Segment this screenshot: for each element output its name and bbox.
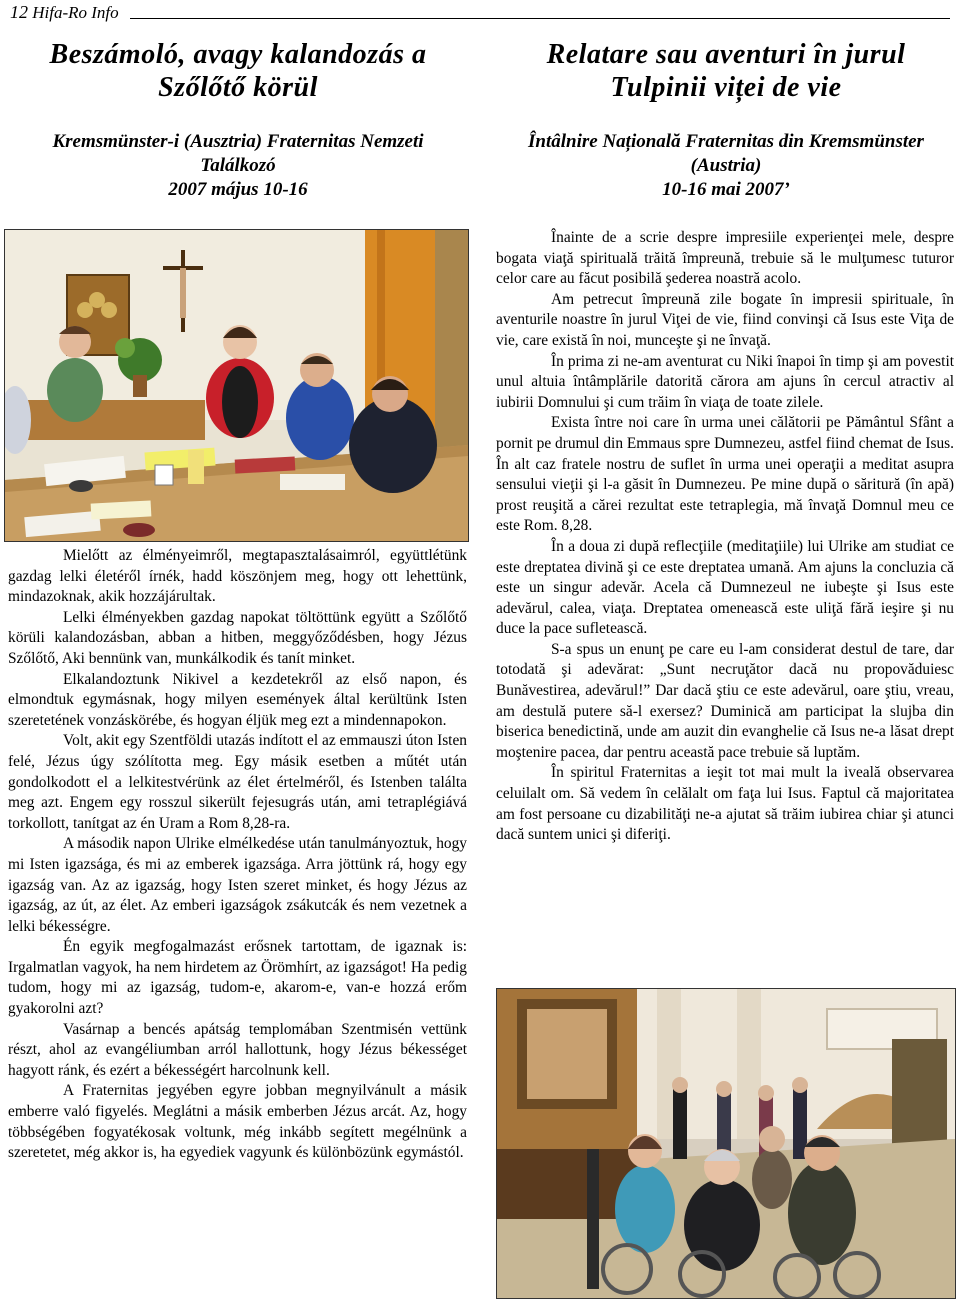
- left-date: 2007 május 10-16: [168, 179, 308, 200]
- header-rule: [130, 18, 950, 19]
- church-photo-illustration: [497, 989, 955, 1298]
- left-paragraph: Én egyik megfogalmazást erősnek tartottam, de igaznak is: Irgalmatlan vagyok, ha nem hirdetem az Örömhírt, az igazságot! Ha pedig tudom, hogy mi az igazság, tudom-e, akarom-e, van-e hozzá erőm gyakorolni azt?: [8, 938, 467, 1018]
- right-subtitle-line-1: Întâlnire Națională Fraternitas din Kremsmünster: [528, 131, 924, 152]
- right-paragraph: Am petrecut împreună zile bogate în impresii spirituale, în aventurile noastre în jurul Viţei de vie, fiind convinşi că Isus este Viţa de vie, care există în noi, munceşte şi ne învaţă.: [496, 290, 954, 349]
- left-article-body: [8, 546, 467, 1164]
- page-number-label: [10, 2, 119, 23]
- right-title-line-2: Tulpinii viței de vie: [610, 72, 842, 103]
- left-title-line-1: Beszámoló, avagy kalandozás a: [49, 39, 427, 70]
- left-paragraph: A Fraternitas jegyében egyre jobban megnyilvánult a másik emberre való figyelés. Meglátni a másik emberben Jézus arcát. Az, hogy többségében fogyatékosak voltunk, még inkább segített megélnünk a szeretetet, még akkor is, ha egyediek vagyunk és különbözünk egymástól.: [8, 1082, 467, 1162]
- page-number: 12: [10, 2, 28, 22]
- right-article-body: [496, 228, 954, 846]
- left-subtitle-line-2: Találkozó: [200, 155, 276, 176]
- right-title-line-1: Relatare sau aventuri în jurul: [546, 39, 906, 70]
- left-column-heading: [8, 38, 468, 202]
- right-paragraph: Înainte de a scrie despre impresiile experienţei mele, despre bogata viaţă spirituală trăită împreună, trebuie să le mulţumesc tuturor celor care au făcut posibilă şederea noastră acolo.: [496, 229, 954, 288]
- page-header: [10, 0, 950, 24]
- left-paragraph: Lelki élményekben gazdag napokat töltöttünk együtt a Szőlőtő körüli kalandozásban, abban a hitben, meggyőződésben, hogy Jézus Szőlőtő, Aki bennünk van, munkálkodik és tanít minket.: [8, 608, 467, 667]
- left-subtitle: [8, 130, 468, 178]
- right-paragraph: S-a spus un enunţ pe care eu l-am considerat destul de tare, dar totodată şi adevărat: „Sunt necruţător dacă nu propovăduiesc Bunăvestirea, adevărul!” Dar dacă ştiu ce este adevărul, oare ştiu, vreau, am destulă putere să-l exersez? Duminică am participat la slujba din biserica benedictină, unde am auzit din evanghelie că Isus ne-a lăsat drept moştenire pacea, dar pentru această pace trebuie să luptăm.: [496, 640, 954, 761]
- right-subtitle-line-2: (Austria): [690, 155, 762, 176]
- right-column-heading: [496, 38, 956, 202]
- right-paragraph: În spiritul Fraternitas a ieşit tot mai mult la iveală observarea celuilalt om. Să vedem în celălalt om faţa lui Isus. Faptul că majoritatea am fost persoane cu dizabilităţi ne-a ajutat să trăim iubirea chiar şi atunci dacă suntem unici şi diferiţi.: [496, 764, 954, 844]
- right-title: [496, 38, 956, 104]
- meeting-photo-illustration: [5, 230, 468, 541]
- meeting-table-photo: [4, 229, 469, 542]
- left-paragraph: A második napon Ulrike elmélkedése után tanulmányoztuk, hogy mi Isten igazsága, és mi az emberek igazsága. Arra jöttünk rá, hogy egy igazság van. Az az igazság, hogy Isten szeret minket, és hogy Jézus az igazság, az út, az élet. Az emberi igazságok zsákutcák és nem vezetnek a lelki békességre.: [8, 835, 467, 935]
- right-paragraph: În prima zi ne-am aventurat cu Niki înapoi în timp şi am povestit unul altuia întâmplările datorită cărora am ajuns în cercul atractiv al iubirii Domnului şi cum trăim în viaţa de toate zilele.: [496, 352, 954, 411]
- left-paragraph: Elkalandoztunk Nikivel a kezdetekről az első napon, és elmondtuk egymásnak, hogy milyen események által kerültünk Isten szeretetének vonzáskörébe, és hogyan éljük meg ezt a mindennapokon.: [8, 670, 467, 729]
- left-title: [8, 38, 468, 104]
- left-paragraph: Mielőtt az élményeimről, megtapasztalásaimról, együttlétünk gazdag lelki életéről írnék, hadd köszönjem meg, hogy ott lehettünk, mindazoknak, akik hozzájárultak.: [8, 547, 467, 606]
- left-paragraph: Vasárnap a bencés apátság templomában Szentmisén vettünk részt, ahol az evangéliumban arról hallottunk, hogy Jézus békességet hagyott ránk, és ezért a békességért harcolnunk kell.: [8, 1020, 467, 1079]
- left-title-line-2: Szőlőtő körül: [158, 72, 318, 103]
- publication-name: Hifa-Ro Info: [32, 3, 119, 22]
- left-subtitle-line-1: Kremsmünster-i (Ausztria) Fraternitas Nemzeti: [52, 131, 424, 152]
- church-group-photo: [496, 988, 956, 1299]
- right-subtitle: [496, 130, 956, 178]
- right-date: 10-16 mai 2007’: [662, 179, 790, 200]
- right-paragraph: Exista între noi care în urma unei călătorii pe Pământul Sfânt a pornit pe drumul din Emmaus spre Dumnezeu, astfel fiind chemat de Isus. În alt caz fratele nostru de suflet în urma unei operaţii a meditat asupra sensului vieţii şi l-a găsit în Dumnezeu. Pe mine după o săritură (în apă) prost reuşită a cărei rezultat este tetraplegia, mă învaţă Domnul meu ce este Rom. 8,28.: [496, 414, 954, 535]
- left-paragraph: Volt, akit egy Szentföldi utazás indított el az emmauszi úton Isten felé, Jézus úgy szólította meg. Egy másik esetben a műtét után gondolkodott el a lelkitestvérünk az élet értelméről, és Istenben találta meg azt. Engem egy rosszul sikerült fejesugrás után, ami tetraplégiává torkollott, tanítgat az én Uram a Rom 8,28-ra.: [8, 732, 467, 832]
- right-paragraph: În a doua zi după reflecţiile (meditaţiile) lui Ulrike am studiat ce este dreptatea divină şi ce este dreptatea umană. Am ajuns la concluzia că este un singur adevăr. Acela că Dumnezeul ne iubeşte şi Isus este adevărul, calea, viaţa. Dreptatea omenească este uliţă fără ieşire şi nu duce la pace sufletească.: [496, 537, 954, 638]
